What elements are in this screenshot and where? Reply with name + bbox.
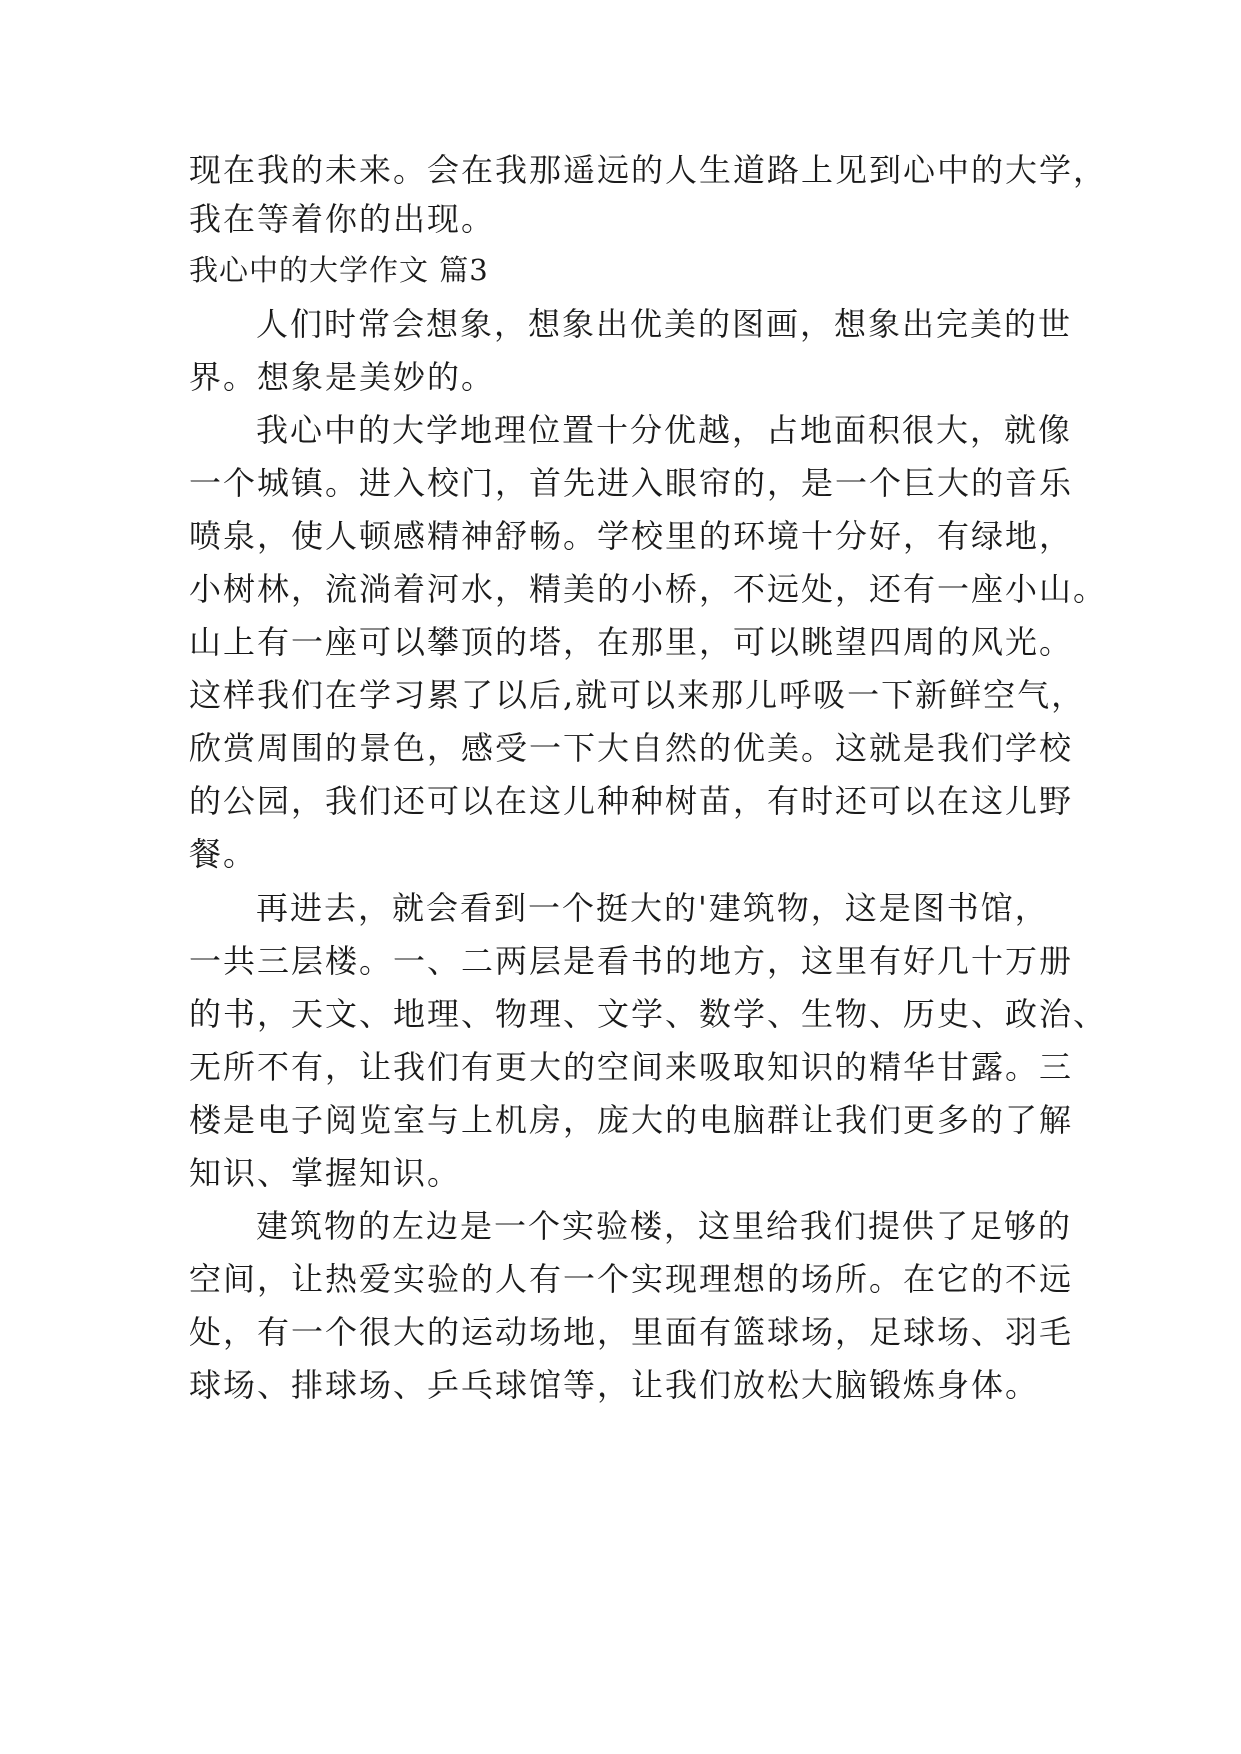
paragraph-line: 欣赏周围的景色，感受一下大自然的优美。这就是我们学校 (189, 729, 1074, 767)
paragraph-line: 无所不有，让我们有更大的空间来吸取知识的精华甘露。三 (189, 1048, 1074, 1086)
paragraph-line: 的公园，我们还可以在这儿种种树苗，有时还可以在这儿野 (189, 782, 1074, 820)
paragraph-line: 楼是电子阅览室与上机房，庞大的电脑群让我们更多的了解 (189, 1101, 1074, 1139)
paragraph-line: 知识、掌握知识。 (189, 1154, 462, 1192)
paragraph-line: 餐。 (189, 835, 258, 873)
section-heading: 我心中的大学作文 篇3 (189, 253, 489, 287)
paragraph-line: 一个城镇。进入校门，首先进入眼帘的，是一个巨大的音乐 (189, 464, 1074, 502)
paragraph-line: 处，有一个很大的运动场地，里面有篮球场，足球场、羽毛 (189, 1313, 1074, 1351)
intro-line: 现在我的未来。会在我那遥远的人生道路上见到心中的大学， (189, 151, 1108, 189)
paragraph-line: 我心中的大学地理位置十分优越，占地面积很大，就像 (256, 411, 1073, 449)
paragraph-line: 球场、排球场、乒乓球馆等，让我们放松大脑锻炼身体。 (189, 1366, 1040, 1404)
paragraph-line: 界。想象是美妙的。 (189, 358, 496, 396)
paragraph-line: 山上有一座可以攀顶的塔，在那里，可以眺望四周的风光。 (189, 623, 1074, 661)
paragraph-line: 小树林，流淌着河水，精美的小桥，不远处，还有一座小山。 (189, 570, 1108, 608)
intro-line: 我在等着你的出现。 (189, 200, 496, 238)
paragraph-line: 建筑物的左边是一个实验楼，这里给我们提供了足够的 (256, 1207, 1073, 1245)
paragraph-line: 再进去，就会看到一个挺大的'建筑物，这是图书馆， (256, 889, 1049, 927)
paragraph-line: 空间，让热爱实验的人有一个实现理想的场所。在它的不远 (189, 1260, 1074, 1298)
paragraph-line: 这样我们在学习累了以后,就可以来那儿呼吸一下新鲜空气， (189, 676, 1086, 714)
paragraph-line: 一共三层楼。一、二两层是看书的地方，这里有好几十万册 (189, 942, 1074, 980)
paragraph-line: 喷泉，使人顿感精神舒畅。学校里的环境十分好，有绿地， (189, 517, 1074, 555)
paragraph-line: 人们时常会想象，想象出优美的图画，想象出完美的世 (256, 305, 1073, 343)
paragraph-line: 的书，天文、地理、物理、文学、数学、生物、历史、政治、 (189, 995, 1108, 1033)
